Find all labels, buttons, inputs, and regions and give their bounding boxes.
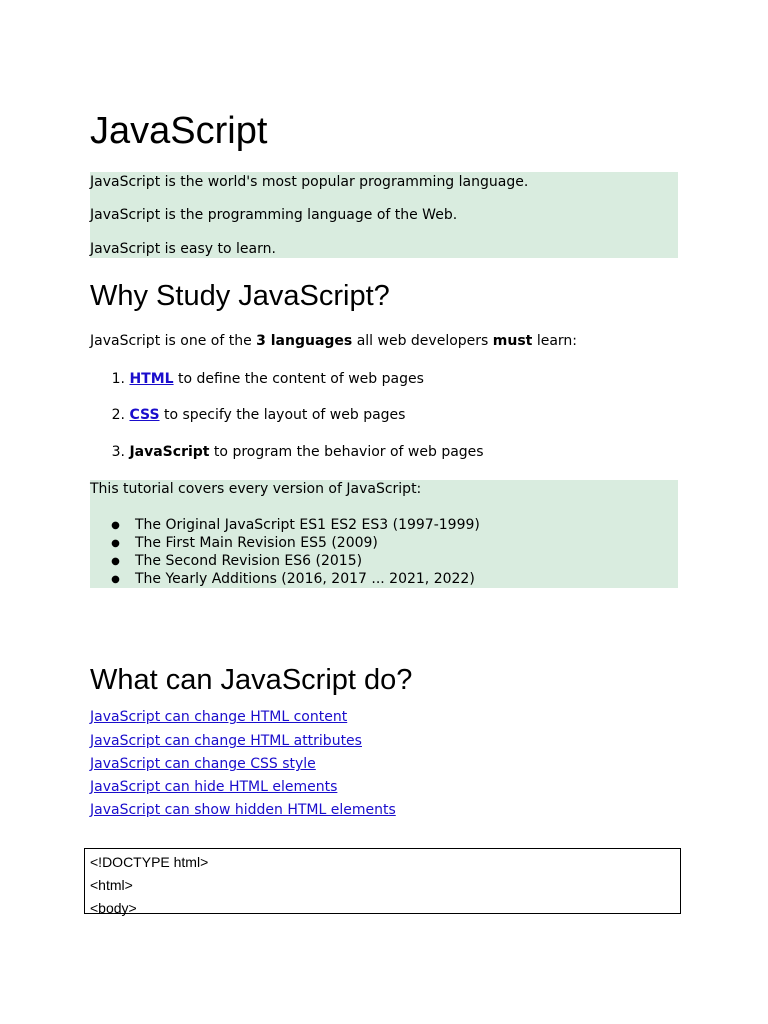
- link-hide-elements-row: [90, 779, 337, 796]
- list-number: 3.: [111, 444, 125, 460]
- what-heading: What can JavaScript do?: [90, 664, 413, 696]
- version-item: [90, 516, 480, 535]
- link-change-css-row: [90, 756, 316, 773]
- link-show-elements-row: [90, 802, 396, 819]
- bullet-icon: ●: [111, 574, 120, 585]
- html-link[interactable]: HTML: [129, 371, 174, 387]
- intro-note: [90, 172, 678, 258]
- link-hide-html-elements[interactable]: JavaScript can hide HTML elements: [90, 779, 338, 795]
- intro-line-3: JavaScript is easy to learn.: [90, 241, 276, 257]
- version-item-text: The Original JavaScript ES1 ES2 ES3 (1997-1999): [135, 517, 480, 533]
- list-number: 2.: [111, 407, 125, 423]
- link-change-content-row: [90, 709, 347, 726]
- version-item-text: The Second Revision ES6 (2015): [135, 553, 363, 569]
- versions-intro: This tutorial covers every version of JavaScript:: [90, 481, 422, 497]
- why-sentence-bold-must: must: [492, 333, 533, 349]
- link-show-hidden-html-elements[interactable]: JavaScript can show hidden HTML elements: [90, 802, 396, 818]
- ordered-list-item-html: [90, 371, 424, 388]
- code-line: <html>: [90, 877, 133, 893]
- why-sentence-mid: all web developers: [352, 333, 493, 349]
- link-change-css-style[interactable]: JavaScript can change CSS style: [90, 756, 316, 772]
- page-title: JavaScript: [90, 110, 268, 152]
- link-change-html-content[interactable]: JavaScript can change HTML content: [90, 709, 348, 725]
- list-number: 1.: [111, 371, 125, 387]
- ordered-list-item-javascript: [90, 444, 484, 461]
- list-item-text: to specify the layout of web pages: [159, 407, 406, 423]
- version-item-text: The Yearly Additions (2016, 2017 ... 2021, 2022): [135, 571, 475, 587]
- version-item: [90, 552, 362, 571]
- intro-line-2: JavaScript is the programming language of the Web.: [90, 207, 458, 223]
- version-item: [90, 534, 378, 553]
- list-item-text: to program the behavior of web pages: [209, 444, 484, 460]
- intro-line-1: JavaScript is the world's most popular programming language.: [90, 174, 529, 190]
- why-sentence: [90, 333, 577, 350]
- why-sentence-post: learn:: [532, 333, 578, 349]
- javascript-term: JavaScript: [129, 444, 210, 460]
- version-item-text: The First Main Revision ES5 (2009): [135, 535, 378, 551]
- bullet-icon: ●: [111, 520, 120, 531]
- why-sentence-bold-languages: 3 languages: [256, 333, 353, 349]
- bullet-icon: ●: [111, 556, 120, 567]
- ordered-list-item-css: [90, 407, 405, 424]
- list-item-text: to define the content of web pages: [173, 371, 424, 387]
- link-change-html-attributes[interactable]: JavaScript can change HTML attributes: [90, 733, 362, 749]
- css-link[interactable]: CSS: [129, 407, 160, 423]
- link-change-attributes-row: [90, 733, 362, 750]
- version-item: [90, 570, 475, 589]
- code-line: <!DOCTYPE html>: [90, 854, 209, 870]
- code-line: <body>: [90, 900, 137, 916]
- bullet-icon: ●: [111, 538, 120, 549]
- code-example-box: [84, 848, 681, 914]
- why-sentence-pre: JavaScript is one of the: [90, 333, 257, 349]
- why-heading: Why Study JavaScript?: [90, 280, 390, 312]
